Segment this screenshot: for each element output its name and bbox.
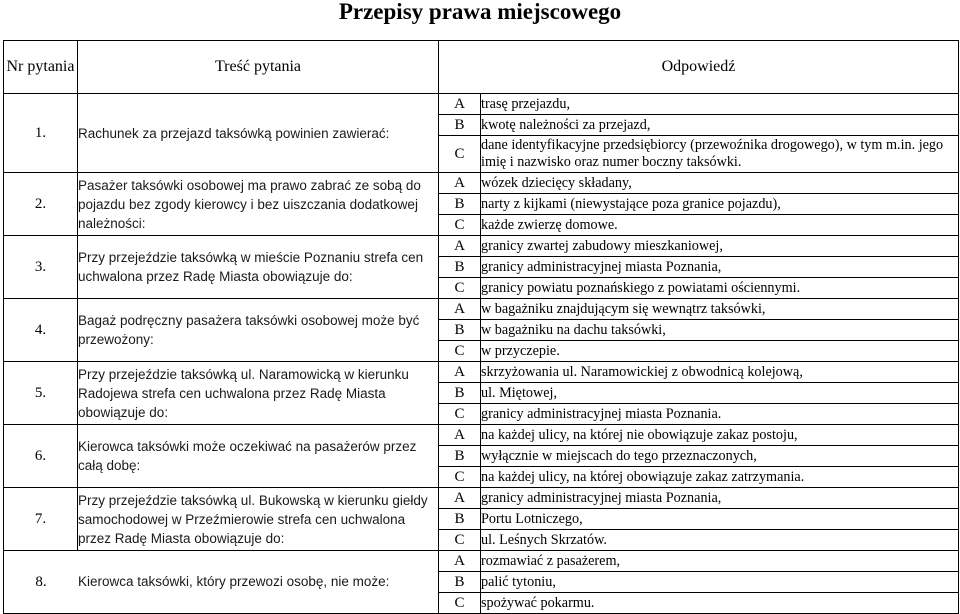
table-row (4, 236, 959, 257)
answer-text: ul. Leśnych Skrzatów. (481, 530, 959, 551)
question-text: Przy przejeździe taksówką w mieście Poznaniu strefa cen uchwalona przez Radę Miasta obowiązuje do: (78, 236, 439, 299)
answer-text: na każdej ulicy, na której obowiązuje zakaz zatrzymania. (481, 467, 959, 488)
question-text: Kierowca taksówki, który przewozi osobę, nie może: (78, 574, 390, 589)
answer-letter: C (439, 341, 481, 362)
answer-letter: B (439, 115, 481, 136)
answer-letter: A (439, 299, 481, 320)
question-text: Rachunek za przejazd taksówką powinien zawierać: (78, 94, 439, 173)
answer-letter: A (439, 551, 481, 572)
table-row (4, 425, 959, 446)
answer-text: spożywać pokarmu. (481, 593, 959, 614)
question-number: 5. (4, 362, 78, 425)
answer-letter: C (439, 136, 481, 173)
answer-letter: B (439, 257, 481, 278)
answer-letter: B (439, 320, 481, 341)
table-row (4, 551, 959, 572)
answer-text: granicy administracyjnej miasta Poznania. (481, 404, 959, 425)
table-row (4, 299, 959, 320)
question-text: Pasażer taksówki osobowej ma prawo zabrać ze sobą do pojazdu bez zgody kierowcy i bez uiszczania dodatkowej należności: (78, 173, 439, 236)
answer-text: w przyczepie. (481, 341, 959, 362)
question-number: 7. (4, 488, 78, 551)
header-answer: Odpowiedź (439, 41, 959, 94)
answer-letter: A (439, 488, 481, 509)
question-number: 6. (4, 425, 78, 488)
answer-text: granicy zwartej zabudowy mieszkaniowej, (481, 236, 959, 257)
question-number: 4. (4, 299, 78, 362)
answer-text: ul. Miętowej, (481, 383, 959, 404)
answer-text: skrzyżowania ul. Naramowickiej z obwodnicą kolejową, (481, 362, 959, 383)
answer-text: trasę przejazdu, (481, 94, 959, 115)
question-number: 2. (4, 173, 78, 236)
answer-text: każde zwierzę domowe. (481, 215, 959, 236)
header-number: Nr pytania (4, 41, 78, 94)
answer-letter: C (439, 278, 481, 299)
answer-letter: B (439, 194, 481, 215)
answer-text: w bagażniku na dachu taksówki, (481, 320, 959, 341)
answer-letter: C (439, 404, 481, 425)
answer-letter: C (439, 530, 481, 551)
answer-text: granicy administracyjnej miasta Poznania, (481, 488, 959, 509)
table-row (4, 94, 959, 115)
answer-letter: A (439, 173, 481, 194)
answer-text: granicy powiatu poznańskiego z powiatami ościennymi. (481, 278, 959, 299)
question-number: 8. (35, 574, 47, 590)
answer-letter: A (439, 236, 481, 257)
answer-letter: B (439, 383, 481, 404)
answer-letter: A (439, 362, 481, 383)
answer-letter: B (439, 446, 481, 467)
answer-text: dane identyfikacyjne przedsiębiorcy (przewoźnika drogowego), w tym m.in. jego imię i nazwisko oraz numer boczny taksówki. (481, 136, 959, 173)
page-title: Przepisy prawa miejscowego (338, 0, 622, 24)
table-row (4, 173, 959, 194)
answer-text: Portu Lotniczego, (481, 509, 959, 530)
table-header-row (4, 41, 959, 94)
answer-text: wyłącznie w miejscach do tego przeznaczonych, (481, 446, 959, 467)
answer-text: narty z kijkami (niewystające poza granice pojazdu), (481, 194, 959, 215)
question-text: Przy przejeździe taksówką ul. Bukowską w kierunku giełdy samochodowej w Przeźmierowie strefa cen uchwalona przez Radę Miasta obowiązuje do: (78, 488, 439, 551)
question-number: 3. (4, 236, 78, 299)
answer-text: rozmawiać z pasażerem, (481, 551, 959, 572)
answer-text: granicy administracyjnej miasta Poznania, (481, 257, 959, 278)
question-text: Bagaż podręczny pasażera taksówki osobowej może być przewożony: (78, 299, 439, 362)
questions-table (3, 40, 959, 614)
answer-letter: A (439, 94, 481, 115)
question-text: Kierowca taksówki może oczekiwać na pasażerów przez całą dobę: (78, 425, 439, 488)
answer-text: w bagażniku znajdującym się wewnątrz taksówki, (481, 299, 959, 320)
question-number: 1. (4, 94, 78, 173)
answer-text: wózek dziecięcy składany, (481, 173, 959, 194)
question-text: Przy przejeździe taksówką ul. Naramowicką w kierunku Radojewa strefa cen uchwalona przez Radę Miasta obowiązuje do: (78, 362, 439, 425)
answer-letter: B (439, 509, 481, 530)
answer-letter: C (439, 215, 481, 236)
answer-letter: A (439, 425, 481, 446)
answer-text: palić tytoniu, (481, 572, 959, 593)
table-row (4, 488, 959, 509)
header-question: Treść pytania (78, 41, 439, 94)
answer-letter: C (439, 467, 481, 488)
answer-letter: B (439, 572, 481, 593)
answer-text: na każdej ulicy, na której nie obowiązuje zakaz postoju, (481, 425, 959, 446)
answer-letter: C (439, 593, 481, 614)
question-cell (4, 551, 439, 614)
answer-text: kwotę należności za przejazd, (481, 115, 959, 136)
table-row (4, 362, 959, 383)
